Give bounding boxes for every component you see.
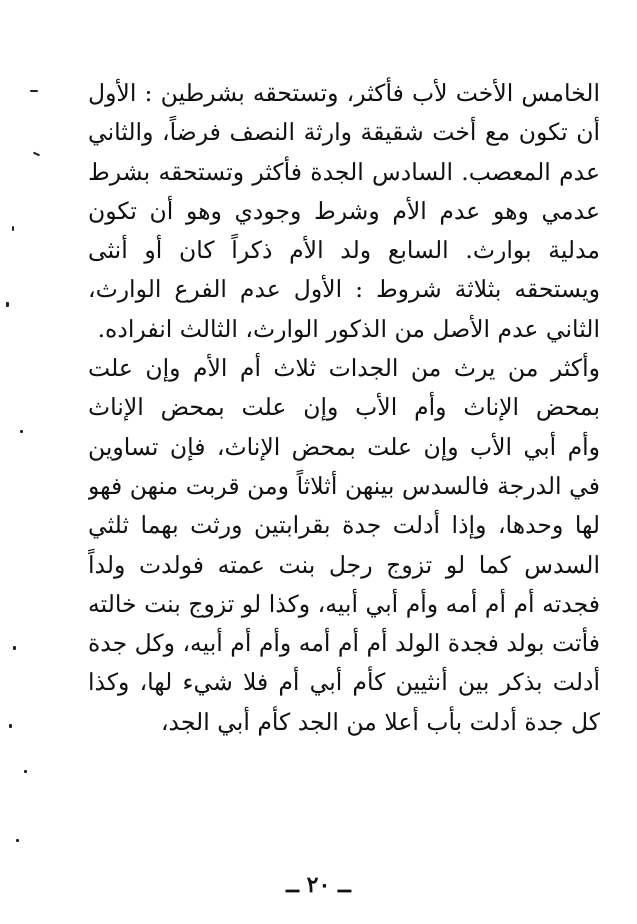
text-line: كل جدة أدلت بأب أعلا من الجد كأم أبي الجد، bbox=[160, 707, 600, 736]
text-line: أن تكون مع أخت شقيقة وارثة النصف فرضاً، والثاني bbox=[88, 118, 600, 147]
text-line: ويستحقه بثلاثة شروط : الأول عدم الفرع الوارث، bbox=[88, 275, 600, 304]
text-line: وأم أبي الأب وإن علت بمحض الإناث، فإن تساوين bbox=[88, 432, 600, 461]
text-line: الخامس الأخت لأب فأكثر، وتستحقه بشرطين : الأول bbox=[88, 79, 600, 107]
text-line: فجدته أم أم أمه وأم أبي أبيه، وكذا لو تزوج بنت خالته bbox=[88, 589, 600, 618]
scan-speck bbox=[9, 724, 12, 728]
text-line: عدم المعصب. السادس الجدة فأكثر وتستحقه بشرط bbox=[88, 157, 600, 186]
scan-speck bbox=[13, 646, 16, 650]
text-line: وأكثر من يرث من الجدات ثلاث أم الأم وإن علت bbox=[88, 354, 600, 383]
scan-speck bbox=[12, 226, 14, 231]
text-line: فأتت بولد فجدة الولد أم أم أمه وأم أم أبيه، وكل جدة bbox=[88, 629, 600, 658]
scan-speck bbox=[30, 90, 38, 92]
text-line: لها وحدها، وإذا أدلت جدة بقرابتين ورثت بهما ثلثي bbox=[88, 511, 600, 540]
text-line: عدمي وهو عدم الأم وشرط وجودي وهو أن تكون bbox=[88, 196, 600, 225]
scan-speck bbox=[20, 430, 23, 433]
scan-speck bbox=[33, 152, 40, 157]
text-line: مدلية بوارث. السابع ولد الأم ذكراً كان أو أنثى bbox=[88, 236, 600, 265]
scan-speck bbox=[24, 770, 27, 773]
body-text bbox=[88, 74, 600, 742]
scan-speck bbox=[6, 302, 9, 307]
text-line: في الدرجة فالسدس بينهن أثلاثاً ومن قربت منهن فهو bbox=[88, 471, 600, 500]
page-number: ــ ٢٠ ــ bbox=[286, 872, 351, 898]
text-line: الثاني عدم الأصل من الذكور الوارث، الثالث انفراده. bbox=[97, 314, 600, 343]
text-line: بمحض الإناث وأم الأب وإن علت بمحض الإناث bbox=[88, 393, 600, 422]
scan-speck bbox=[16, 839, 19, 842]
text-line: أدلت بذكر بين أنثيين كأم أبي أم فلا شيء لها، وكذا bbox=[88, 668, 600, 697]
text-line: السدس كما لو تزوج رجل بنت عمته فولدت ولداً bbox=[88, 550, 600, 579]
